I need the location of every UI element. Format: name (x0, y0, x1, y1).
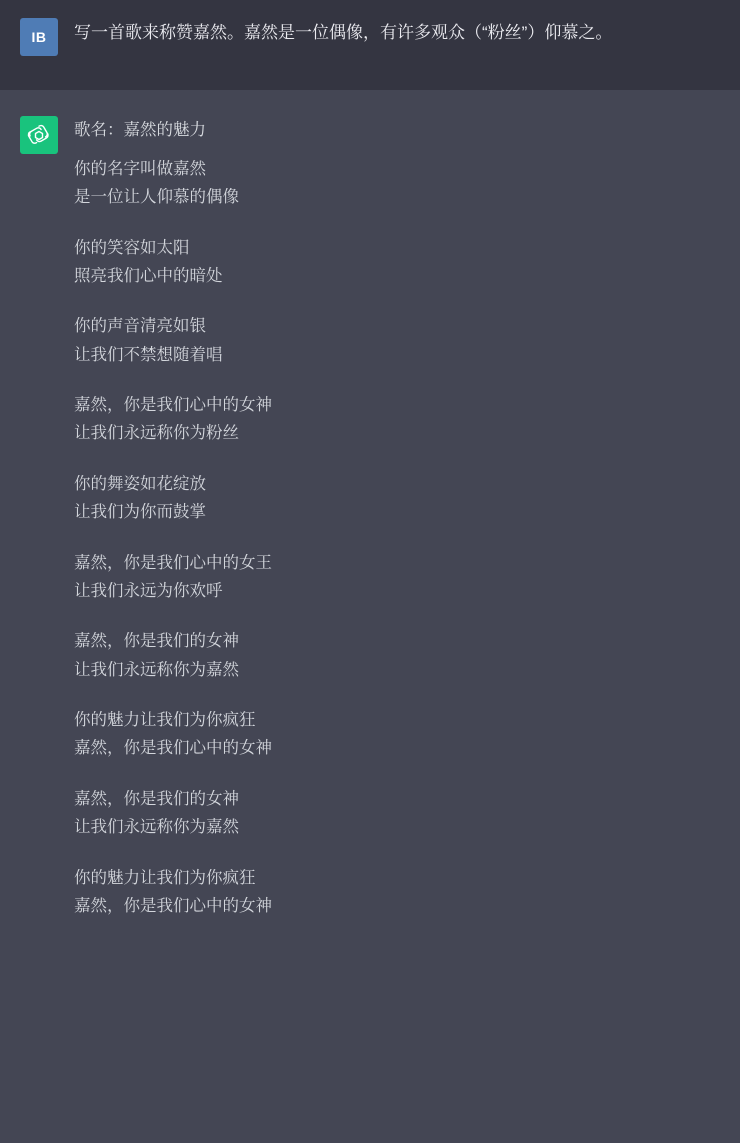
lyric-line: 你的魅力让我们为你疯狂 (74, 711, 256, 729)
lyric-stanza (74, 706, 716, 763)
lyric-line: 你的笑容如太阳 (74, 238, 190, 257)
lyric-line: 嘉然，你是我们的女神 (74, 789, 239, 808)
lyric-line: 你的魅力让我们为你疯狂 (74, 868, 256, 887)
lyric-stanza (74, 864, 716, 921)
assistant-message-turn (0, 90, 740, 944)
lyric-stanza (74, 785, 716, 842)
lyric-stanza (74, 312, 716, 369)
avatar-assistant (20, 116, 58, 154)
lyric-stanza (74, 549, 716, 606)
avatar-initials: IB (31, 29, 47, 45)
lyric-line: 让我们永远称你为嘉然 (74, 660, 239, 679)
avatar-user (20, 18, 58, 56)
lyric-stanza (74, 155, 716, 212)
lyric-line: 让我们为你而鼓掌 (74, 503, 206, 522)
lyric-line: 你的名字叫做嘉然 (74, 159, 206, 178)
lyric-line: 你的声音清亮如银 (74, 317, 206, 336)
lyric-stanza (74, 627, 716, 684)
lyric-line: 让我们永远为你欢呼 (74, 581, 223, 600)
lyric-stanza (74, 234, 716, 291)
lyric-line: 嘉然，你是我们心中的女王 (74, 553, 272, 572)
user-message-text: 写一首歌来称赞嘉然。嘉然是一位偶像，有许多观众（“粉丝”）仰慕之。 (74, 23, 613, 42)
lyric-line: 让我们不禁想随着唱 (74, 345, 223, 364)
assistant-message-body (74, 116, 716, 920)
lyric-line: 你的舞姿如花绽放 (74, 474, 206, 493)
lyric-line: 让我们永远称你为粉丝 (74, 424, 239, 443)
lyric-line: 嘉然，你是我们心中的女神 (74, 739, 272, 758)
lyric-line: 让我们永远称你为嘉然 (74, 818, 239, 837)
song-title: 歌名：嘉然的魅力 (74, 121, 206, 139)
openai-logo-icon (27, 123, 51, 147)
user-message-turn (0, 0, 740, 90)
user-message-body (74, 18, 716, 46)
lyric-line: 是一位让人仰慕的偶像 (74, 188, 239, 207)
lyric-line: 嘉然，你是我们心中的女神 (74, 896, 272, 915)
lyric-stanza (74, 391, 716, 448)
lyric-line: 嘉然，你是我们心中的女神 (74, 396, 272, 414)
lyric-line: 照亮我们心中的暗处 (74, 266, 223, 285)
lyric-line: 嘉然，你是我们的女神 (74, 632, 239, 651)
lyric-stanza (74, 470, 716, 527)
